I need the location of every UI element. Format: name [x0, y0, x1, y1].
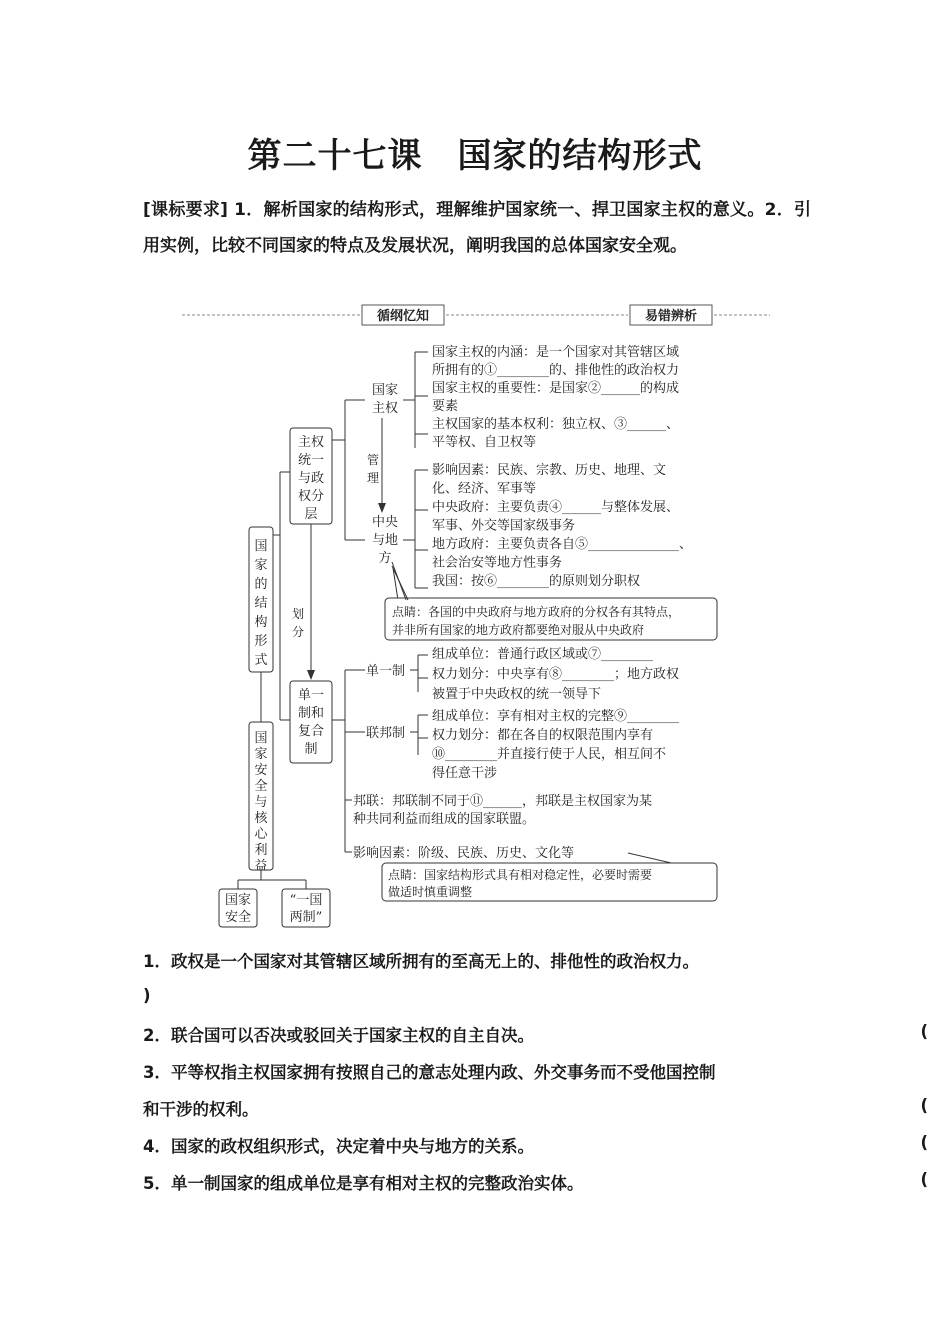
sov-item-5: 主权国家的基本权利：独立权、③______、: [432, 417, 680, 432]
confederation-items: [353, 793, 652, 827]
cl-item-2: 化、经济、军事等: [432, 481, 537, 497]
root-char-4: 结: [254, 596, 268, 611]
security-char-7: 心: [254, 827, 268, 842]
branch1-line-5: 层: [304, 507, 318, 522]
root-char-7: 式: [254, 653, 268, 668]
federal-item-3: ⑩________并直接行使于人民，相互间不: [432, 747, 667, 762]
root-char-3: 的: [254, 577, 268, 592]
branch2-line-1: 单一: [297, 688, 325, 703]
sov-item-2: 所拥有的①________的、排他性的政治权力: [432, 363, 680, 378]
question-3: 3．平等权指主权国家拥有按照自己的意志处理内政、外交事务而不受他国控制: [143, 1063, 716, 1082]
branch1-line-2: 统一: [297, 453, 325, 468]
federal-label: 联邦制: [366, 726, 406, 741]
answer-paren-5[interactable]: (: [920, 1170, 928, 1189]
branch1-line-1: 主权: [297, 435, 325, 450]
answer-paren-3[interactable]: (: [920, 1096, 928, 1115]
question-1: 1．政权是一个国家对其管辖区域所拥有的至高无上的、排他性的政治权力。: [143, 952, 699, 971]
manage-label-2: 理: [366, 471, 380, 485]
security-char-9: 益: [254, 859, 268, 874]
central-local-items: [432, 462, 692, 589]
confed-line-2: 种共同利益而组成的国家联盟。: [353, 812, 536, 827]
unitary-label: 单一制: [366, 664, 406, 679]
federal-item-2: 权力划分：都在各自的权限范围内享有: [432, 728, 654, 743]
answer-paren-2[interactable]: (: [920, 1022, 928, 1041]
header-right: 易错辨析: [644, 309, 698, 324]
requirement-label: [课标要求]: [143, 200, 228, 220]
root-char-1: 国: [254, 539, 268, 554]
cl-item-6: 社会治安等地方性事务: [432, 555, 563, 571]
central-local-line3: 方: [378, 551, 392, 566]
question-3-cont: 和干涉的权利。: [143, 1100, 259, 1119]
federal-item-1: 组成单位：享有相对主权的完整⑨________: [432, 709, 680, 724]
sov-item-3: 国家主权的重要性：是国家②______的构成: [432, 381, 680, 396]
root-label: [254, 539, 267, 668]
divide-label-1: 划: [291, 607, 305, 621]
divide-label-2: 分: [291, 625, 305, 639]
federal-item-4: 得任意干涉: [432, 766, 498, 781]
note1-line2: 并非所有国家的地方政府都要绝对服从中央政府: [392, 623, 645, 637]
sov-item-1: 国家主权的内涵：是一个国家对其管辖区域: [432, 345, 680, 360]
sovereignty-items: [432, 344, 679, 450]
answer-paren-4[interactable]: (: [920, 1133, 928, 1152]
sov-item-6: 平等权、自卫权等: [432, 435, 537, 450]
root-char-6: 形: [254, 634, 268, 649]
branch2-line-4: 制: [304, 742, 318, 757]
manage-label-1: 管: [366, 453, 380, 467]
root-char-2: 家: [254, 558, 268, 573]
sovereignty-line2: 主权: [371, 401, 399, 416]
security-char-6: 核: [254, 811, 268, 826]
cl-item-7: 我国：按⑥________的原则划分职权: [432, 574, 641, 589]
sovereignty-line1: 国家: [371, 383, 399, 398]
national-security-line1: 国家: [224, 893, 252, 908]
unitary-items: [432, 646, 679, 702]
central-local-line2: 与地: [371, 533, 399, 548]
concept-map: [170, 300, 780, 932]
confed-line-1: 邦联：邦联制不同于⑪______，邦联是主权国家为某: [353, 794, 653, 809]
federal-items: [432, 708, 680, 781]
sov-item-4: 要素: [432, 399, 459, 414]
curriculum-requirement: [143, 192, 811, 264]
note2-line2: 做适时慎重调整: [388, 885, 473, 899]
central-local-line1: 中央: [371, 515, 399, 530]
unitary-item-2: 权力划分：中央享有⑧________；地方政权: [432, 667, 680, 682]
security-char-5: 与: [254, 795, 268, 810]
note2-line1: 点睛：国家结构形式具有相对稳定性，必要时需要: [388, 868, 653, 882]
cl-item-1: 影响因素：民族、宗教、历史、地理、文: [432, 463, 667, 478]
question-2: 2．联合国可以否决或驳回关于国家主权的自主自决。: [143, 1026, 534, 1045]
security-label: [254, 731, 268, 874]
header-left: 循纲忆知: [376, 309, 430, 324]
security-char-2: 家: [254, 747, 268, 762]
root-char-5: 构: [254, 615, 268, 630]
requirement-text: 1．解析国家的结构形式，理解维护国家统一、捍卫国家主权的意义。2．引用实例，比较不同国家的特点及发展状况，阐明我国的总体国家安全观。: [143, 200, 811, 256]
question-5: 5．单一制国家的组成单位是享有相对主权的完整政治实体。: [143, 1174, 584, 1193]
branch1-line-4: 权分: [297, 489, 325, 504]
question-4: 4．国家的政权组织形式，决定着中央与地方的关系。: [143, 1137, 534, 1156]
security-char-3: 安: [254, 763, 268, 778]
cl-item-3: 中央政府：主要负责④______与整体发展、: [432, 500, 680, 515]
page-title: 第二十七课 国家的结构形式: [247, 136, 703, 176]
branch2-line-3: 复合: [297, 724, 325, 739]
unitary-item-3: 被置于中央政权的统一领导下: [432, 687, 602, 702]
unitary-item-1: 组成单位：普通行政区域或⑦________: [432, 647, 654, 662]
question-1-cont: ): [143, 986, 151, 1005]
security-char-1: 国: [254, 731, 268, 746]
note1-line1: 点睛：各国的中央政府与地方政府的分权各有其特点，: [392, 605, 681, 619]
branch2-line-2: 制和: [297, 706, 325, 721]
octs-line1: “一国: [289, 893, 323, 908]
branch1-line-3: 与政: [297, 471, 325, 486]
national-security-line2: 安全: [224, 910, 252, 925]
cl-item-5: 地方政府：主要负责各自⑤______________、: [432, 537, 693, 552]
octs-line2: 两制”: [289, 910, 323, 925]
factors-text: 影响因素：阶级、民族、历史、文化等: [353, 846, 575, 861]
security-char-8: 利: [254, 843, 268, 858]
cl-item-4: 军事、外交等国家级事务: [432, 518, 576, 534]
security-char-4: 全: [254, 779, 268, 794]
